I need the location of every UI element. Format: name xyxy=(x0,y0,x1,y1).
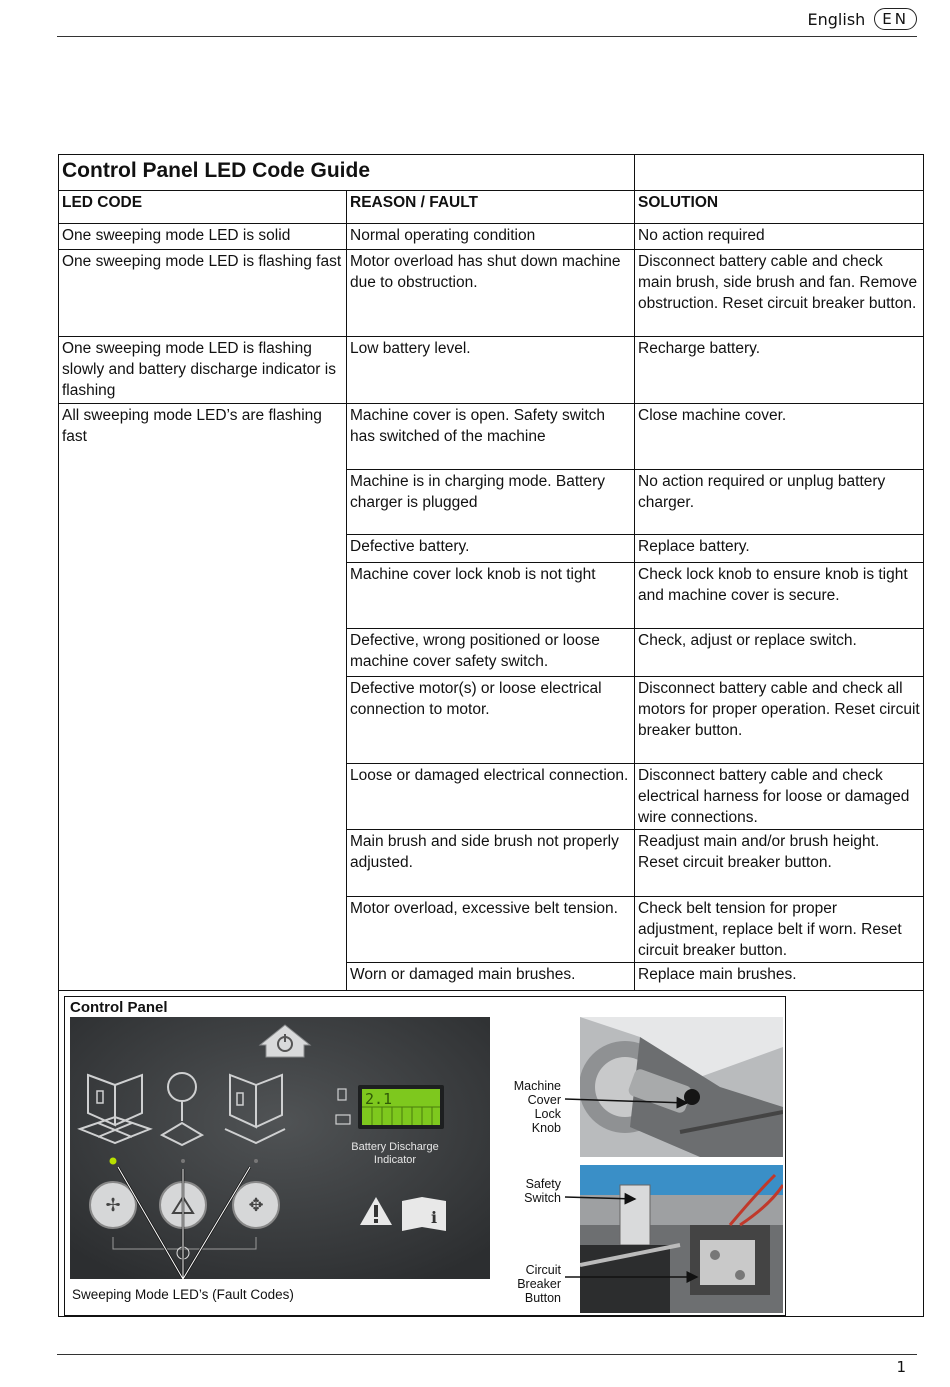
header-rule xyxy=(57,36,917,37)
column-header-solution: SOLUTION xyxy=(635,191,924,224)
safety-switch-label: Safety Switch xyxy=(524,1177,561,1205)
reason-cell: Machine is in charging mode. Battery charger is plugged xyxy=(347,470,635,535)
solution-cell: Disconnect battery cable and check all motors for proper operation. Reset circuit breaker button. xyxy=(635,677,924,764)
reason-cell: Motor overload, excessive belt tension. xyxy=(347,897,635,963)
breaker-label: Circuit Breaker Button xyxy=(517,1263,561,1305)
solution-cell: No action required xyxy=(635,224,924,250)
table-title: Control Panel LED Code Guide xyxy=(59,155,635,191)
battery-display-value: 2.1 xyxy=(365,1090,393,1108)
svg-text:✥: ✥ xyxy=(248,1195,264,1216)
solution-cell: No action required or unplug battery charger. xyxy=(635,470,924,535)
reason-cell: Main brush and side brush not properly adjusted. xyxy=(347,830,635,897)
solution-cell: Readjust main and/or brush height. Reset circuit breaker button. xyxy=(635,830,924,897)
reason-cell: Normal operating condition xyxy=(347,224,635,250)
figure-title: Control Panel xyxy=(70,999,168,1016)
battery-discharge-label-2: Indicator xyxy=(373,1154,417,1166)
reason-cell: Defective, wrong positioned or loose machine cover safety switch. xyxy=(347,629,635,677)
column-header-reason: REASON / FAULT xyxy=(347,191,635,224)
led-code-cell-all-flashing: All sweeping mode LED’s are flashing fast xyxy=(59,404,347,991)
reason-cell: Low battery level. xyxy=(347,337,635,404)
lock-knob-label: Machine Cover Lock Knob xyxy=(513,1079,561,1135)
solution-cell: Check belt tension for proper adjustment, replace belt if worn. Reset circuit breaker button. xyxy=(635,897,924,963)
control-panel-figure xyxy=(64,996,786,1316)
footer-rule xyxy=(57,1354,917,1355)
solution-cell: Replace battery. xyxy=(635,535,924,563)
solution-cell: Disconnect battery cable and check main brush, side brush and fan. Remove obstruction. Reset circuit breaker button. xyxy=(635,250,924,337)
reason-cell: Loose or damaged electrical connection. xyxy=(347,764,635,830)
table-title-empty-cell xyxy=(635,155,924,191)
language-label: English xyxy=(807,9,866,29)
table-row xyxy=(59,337,924,404)
svg-text:✢: ✢ xyxy=(105,1195,121,1216)
battery-discharge-label-1: Battery Discharge xyxy=(351,1141,439,1153)
table-row xyxy=(59,224,924,250)
reason-cell: Machine cover is open. Safety switch has switched of the machine xyxy=(347,404,635,470)
solution-cell: Recharge battery. xyxy=(635,337,924,404)
figure-row xyxy=(59,991,924,1317)
figure-cell xyxy=(59,991,924,1317)
table-row xyxy=(59,250,924,337)
reason-cell: Defective battery. xyxy=(347,535,635,563)
solution-cell: Replace main brushes. xyxy=(635,963,924,991)
figure-caption: Sweeping Mode LED’s (Fault Codes) xyxy=(72,1287,294,1302)
reason-cell: Worn or damaged main brushes. xyxy=(347,963,635,991)
led-code-cell: One sweeping mode LED is flashing slowly and battery discharge indicator is flashing xyxy=(59,337,347,404)
solution-cell: Check, adjust or replace switch. xyxy=(635,629,924,677)
table-header-row xyxy=(59,191,924,224)
led-code-guide-table xyxy=(58,154,924,1317)
led-code-cell: One sweeping mode LED is flashing fast xyxy=(59,250,347,337)
solution-cell: Disconnect battery cable and check electrical harness for loose or damaged wire connections. xyxy=(635,764,924,830)
table-row xyxy=(59,404,924,470)
callout-arrows xyxy=(65,997,785,1315)
solution-cell: Check lock knob to ensure knob is tight and machine cover is secure. xyxy=(635,563,924,629)
column-header-led-code: LED CODE xyxy=(59,191,347,224)
led-code-cell: One sweeping mode LED is solid xyxy=(59,224,347,250)
page-number: 1 xyxy=(896,1358,906,1376)
reason-cell: Motor overload has shut down machine due to obstruction. xyxy=(347,250,635,337)
reason-cell: Defective motor(s) or loose electrical connection to motor. xyxy=(347,677,635,764)
reason-cell: Machine cover lock knob is not tight xyxy=(347,563,635,629)
page-header xyxy=(808,8,917,30)
solution-cell: Close machine cover. xyxy=(635,404,924,470)
language-code-badge: EN xyxy=(874,8,917,30)
svg-text:i: i xyxy=(430,1208,438,1227)
